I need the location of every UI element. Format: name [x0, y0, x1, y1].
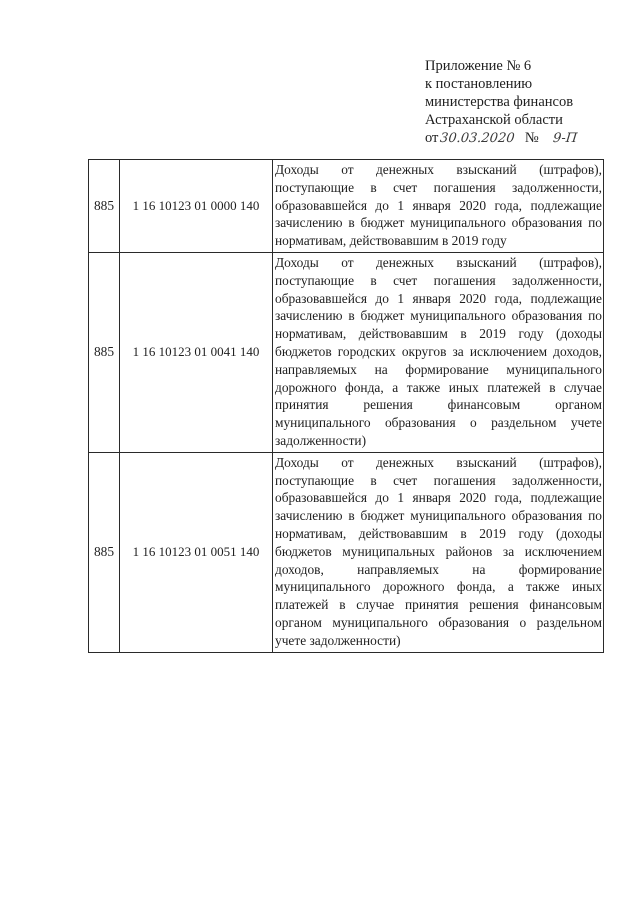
number-sign: №: [524, 130, 539, 146]
admin-code-cell: 885: [89, 252, 120, 452]
appendix-ministry-line: министерства финансов: [425, 94, 574, 110]
appendix-resolution-line: к постановлению: [425, 76, 533, 92]
appendix-header: [425, 57, 577, 148]
kbk-code-cell: 1 16 10123 01 0051 140: [120, 452, 273, 652]
description-cell: Доходы от денежных взысканий (штрафов), поступающие в счет погашения задолженности, образовавшейся до 1 января 2020 года, подлежащие зачислению в бюджет муниципального образования по нормативам, действовавшим в 2019 году (доходы бюджетов городских округов за исключением доходов, направляемых на формирование муниципального дорожного фонда, а также иных платежей в случае принятия решения финансовым органом муниципального образования о раздельном учете задолженности): [273, 252, 604, 452]
handwritten-date: 30.03.2020: [439, 131, 516, 146]
appendix-region-line: Астраханской области: [425, 112, 563, 128]
description-cell: Доходы от денежных взысканий (штрафов), поступающие в счет погашения задолженности, образовавшейся до 1 января 2020 года, подлежащие зачислению в бюджет муниципального образования по нормативам, действовавшим в 2019 году (доходы бюджетов муниципальных районов за исключением доходов, направляемых на формирование муниципального дорожного фонда, а также иных платежей в случае принятия решения финансовым органом муниципального образования о раздельном учете задолженности): [273, 452, 604, 652]
table-row: [89, 452, 604, 652]
appendix-date-number-line: [425, 129, 577, 148]
admin-code-cell: 885: [89, 160, 120, 253]
admin-code-cell: 885: [89, 452, 120, 652]
table-row: [89, 252, 604, 452]
kbk-code-cell: 1 16 10123 01 0041 140: [120, 252, 273, 452]
handwritten-number: 9-П: [551, 131, 578, 146]
appendix-title: Приложение № 6: [425, 58, 532, 74]
table-row: [89, 160, 604, 253]
description-cell: Доходы от денежных взысканий (штрафов), поступающие в счет погашения задолженности, образовавшейся до 1 января 2020 года, подлежащие зачислению в бюджет муниципального образования по нормативам, действовавшим в 2019 году: [273, 160, 604, 253]
revenue-codes-table: [88, 159, 604, 653]
kbk-code-cell: 1 16 10123 01 0000 140: [120, 160, 273, 253]
date-prefix: от: [425, 130, 439, 146]
